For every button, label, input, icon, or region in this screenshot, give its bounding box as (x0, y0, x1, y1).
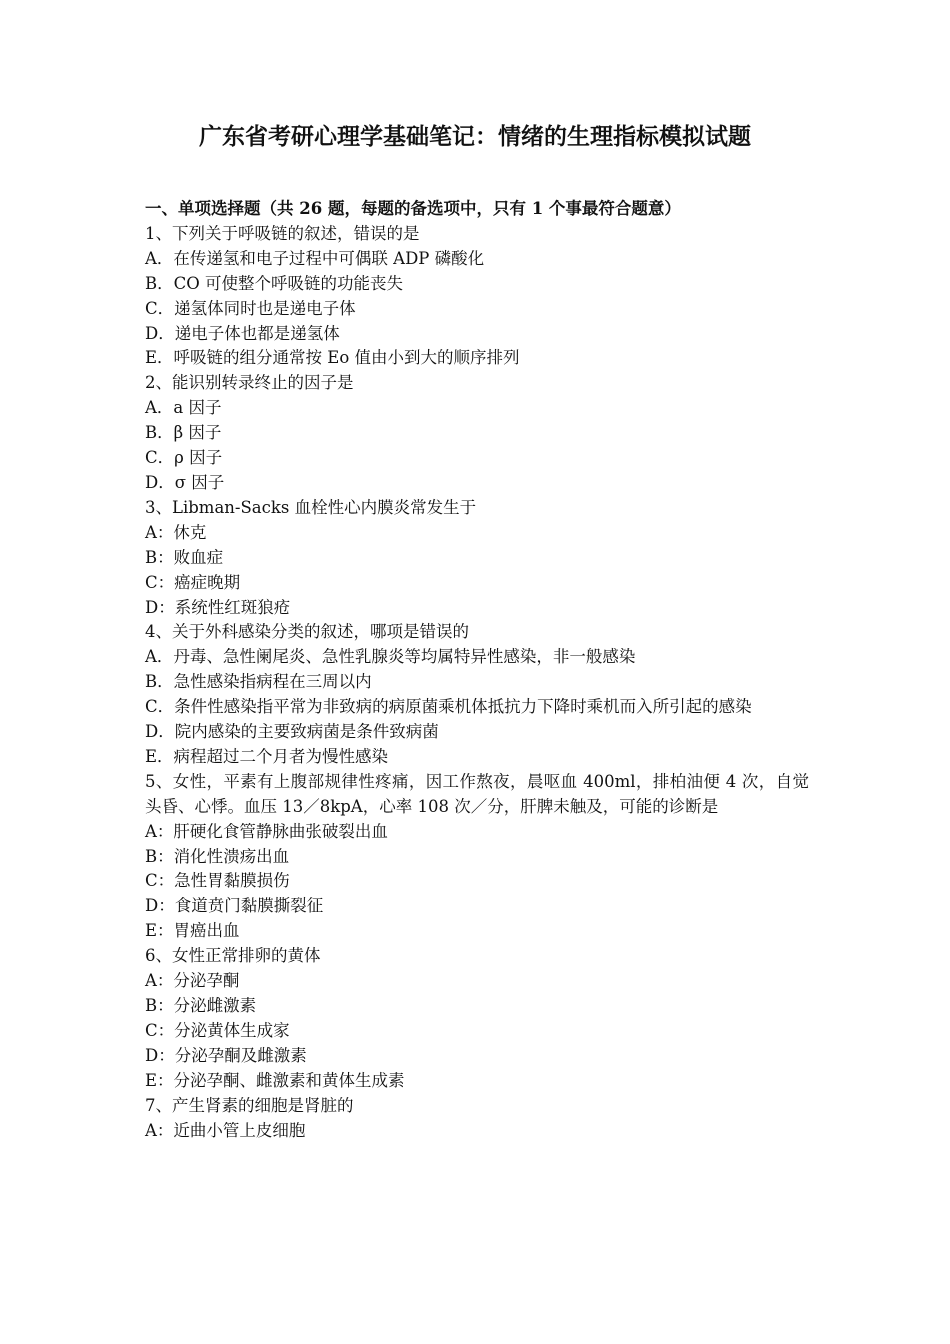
option-d: D．递电子体也都是递氢体 (145, 323, 340, 343)
option-e: E：分泌孕酮、雌激素和黄体生成素 (145, 1070, 405, 1090)
option-d: D：分泌孕酮及雌激素 (145, 1045, 307, 1065)
question-6 (145, 944, 809, 1093)
option-b: B：消化性溃疡出血 (145, 846, 290, 866)
option-c: C．ρ 因子 (145, 448, 223, 468)
option-e: E．病程超过二个月者为慢性感染 (145, 746, 389, 766)
question-stem: 4、关于外科感染分类的叙述，哪项是错误的 (145, 622, 469, 642)
option-b: B．β 因子 (145, 423, 222, 443)
option-c: C：急性胃黏膜损伤 (145, 871, 290, 891)
question-stem: 6、女性正常排卵的黄体 (145, 946, 321, 966)
option-c: C．递氢体同时也是递电子体 (145, 298, 356, 318)
option-c: C．条件性感染指平常为非致病的病原菌乘机体抵抗力下降时乘机而入所引起的感染 (145, 697, 752, 717)
option-b: B：败血症 (145, 547, 224, 567)
question-stem: 3、Libman-Sacks 血栓性心内膜炎常发生于 (145, 497, 477, 517)
option-a: A：肝硬化食管静脉曲张破裂出血 (145, 821, 388, 841)
option-b: B．CO 可使整个呼吸链的功能丧失 (145, 273, 404, 293)
option-a: A．a 因子 (145, 398, 222, 418)
option-e: E．呼吸链的组分通常按 Eo 值由小到大的顺序排列 (145, 348, 520, 368)
option-b: B：分泌雌激素 (145, 996, 257, 1015)
document-body (145, 197, 809, 1143)
option-e: E：胃癌出血 (145, 921, 240, 941)
question-stem: 2、能识别转录终止的因子是 (145, 373, 354, 393)
option-d: D：系统性红斑狼疮 (145, 597, 291, 617)
option-a: A：休克 (145, 522, 207, 542)
question-3 (145, 496, 809, 621)
option-d: D．σ 因子 (145, 472, 225, 492)
question-1 (145, 222, 809, 371)
option-a: A：分泌孕酮 (145, 971, 240, 991)
option-d: D．院内感染的主要致病菌是条件致病菌 (145, 722, 439, 742)
option-a: A：近曲小管上皮细胞 (145, 1120, 306, 1140)
question-4 (145, 620, 809, 769)
option-a: A．丹毒、急性阑尾炎、急性乳腺炎等均属特异性感染，非一般感染 (145, 647, 636, 667)
option-b: B．急性感染指病程在三周以内 (145, 672, 372, 692)
option-c: C：分泌黄体生成家 (145, 1020, 290, 1040)
question-7 (145, 1094, 809, 1144)
section-heading: 一、单项选择题（共 26 题，每题的备选项中，只有 1 个事最符合题意） (145, 199, 681, 218)
question-2 (145, 371, 809, 496)
option-a: A．在传递氢和电子过程中可偶联 ADP 磷酸化 (145, 248, 485, 268)
option-d: D：食道贲门黏膜撕裂征 (145, 896, 324, 916)
question-stem: 5、女性，平素有上腹部规律性疼痛，因工作熬夜，晨呕血 400ml，排柏油便 4 次，自觉头昏、心悸。血压 13／8kpA，心率 108 次／分，肝脾未触及，可能的诊断是 (145, 771, 809, 816)
option-c: C：癌症晚期 (145, 572, 241, 592)
question-5 (145, 770, 809, 944)
question-stem: 1、下列关于呼吸链的叙述，错误的是 (145, 223, 420, 243)
question-stem: 7、产生肾素的细胞是肾脏的 (145, 1095, 354, 1115)
page-title: 广东省考研心理学基础笔记：情绪的生理指标模拟试题 (199, 123, 751, 150)
